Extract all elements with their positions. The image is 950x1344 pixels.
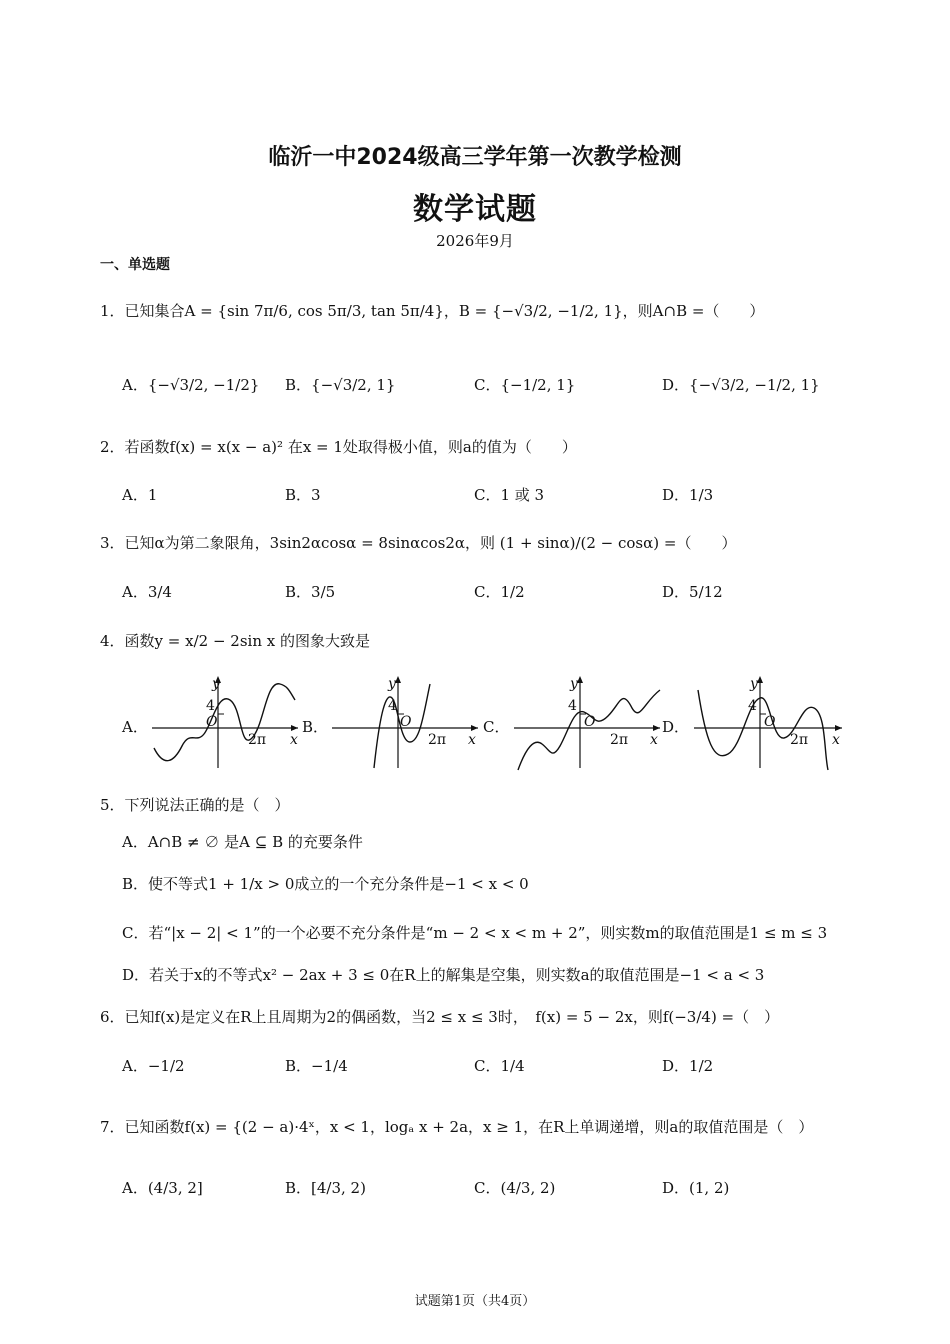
question-5-option-d: D．若关于x的不等式x² − 2ax + 3 ≤ 0在R上的解集是空集，则实数a的取值范围是−1 < a < 3: [122, 966, 765, 984]
graph-d-origin-label: O: [764, 714, 776, 730]
graph-d-x-tick: 2π: [790, 732, 809, 748]
graph-d-y-tick: 4: [748, 698, 757, 714]
graph-b: [330, 672, 480, 772]
question-6-option-d: D．1/2: [662, 1057, 714, 1075]
question-6-option-c: C．1/4: [474, 1057, 525, 1075]
question-1-option-b: B．{−√3/2, 1}: [285, 376, 396, 394]
question-6-option-b: B．−1/4: [285, 1057, 348, 1075]
question-1-option-c: C．{−1/2, 1}: [474, 376, 576, 394]
question-4-option-b: B．: [302, 718, 329, 736]
graph-a: [150, 672, 300, 772]
question-5-stem: 5．下列说法正确的是（ ）: [100, 796, 290, 814]
exam-date: 2026年9月: [436, 232, 514, 250]
graph-c-origin-label: O: [584, 714, 596, 730]
question-6-stem: 6．已知f(x)是定义在R上且周期为2的偶函数，当2 ≤ x ≤ 3时， f(x) = 5 − 2x，则f(−3/4) =（ ）: [100, 1008, 780, 1026]
graph-d-y-label: y: [750, 676, 758, 692]
question-1-option-d: D．{−√3/2, −1/2, 1}: [662, 376, 820, 394]
question-4-stem: 4．函数y = x/2 − 2sin x 的图象大致是: [100, 632, 370, 650]
graph-a-origin-label: O: [206, 714, 218, 730]
question-2-option-d: D．1/3: [662, 486, 714, 504]
graph-a-y-label: y: [212, 676, 220, 692]
page-footer: 试题第1页（共4页）: [414, 1294, 536, 1309]
graph-a-x-tick: 2π: [248, 732, 267, 748]
question-4-option-d: D．: [662, 718, 690, 736]
graph-a-y-tick: 4: [206, 698, 215, 714]
question-3-option-a: A．3/4: [122, 583, 172, 601]
question-5-option-b: B．使不等式1 + 1/x > 0成立的一个充分条件是−1 < x < 0: [122, 875, 529, 893]
graph-c: [512, 672, 662, 772]
question-2-option-b: B．3: [285, 486, 321, 504]
question-4-option-a: A．: [122, 718, 148, 736]
question-1-stem: 1．已知集合A = {sin 7π/6, cos 5π/3, tan 5π/4}，B = {−√3/2, −1/2, 1}，则A∩B =（ ）: [100, 302, 765, 320]
graph-b-y-label: y: [388, 676, 396, 692]
question-7-option-a: A．(4/3, 2]: [122, 1179, 203, 1197]
question-2-option-c: C．1 或 3: [474, 486, 545, 504]
graph-a-x-label: x: [290, 732, 298, 748]
graph-c-x-label: x: [650, 732, 658, 748]
question-5-option-a: A．A∩B ≠ ∅ 是A ⊆ B 的充要条件: [122, 833, 363, 851]
question-1-option-a: A．{−√3/2, −1/2}: [122, 376, 260, 394]
question-2-stem: 2．若函数f(x) = x(x − a)² 在x = 1处取得极小值，则a的值为（ ）: [100, 438, 577, 456]
question-2-option-a: A．1: [122, 486, 158, 504]
graph-b-origin-label: O: [400, 714, 412, 730]
question-3-option-c: C．1/2: [474, 583, 525, 601]
question-6-option-a: A．−1/2: [122, 1057, 185, 1075]
question-7-option-d: D．(1, 2): [662, 1179, 730, 1197]
question-7-option-b: B．[4/3, 2): [285, 1179, 366, 1197]
graph-b-y-tick: 4: [388, 698, 397, 714]
subject-title: 数学试题: [413, 192, 537, 227]
question-5-option-c: C．若“|x − 2| < 1”的一个必要不充分条件是“m − 2 < x < m + 2”，则实数m的取值范围是1 ≤ m ≤ 3: [122, 924, 828, 942]
section-heading: 一、单选题: [100, 257, 170, 273]
question-7-option-c: C．(4/3, 2): [474, 1179, 556, 1197]
graph-c-x-tick: 2π: [610, 732, 629, 748]
question-7-stem: 7．已知函数f(x) = {(2 − a)·4ˣ，x < 1，logₐ x + 2a，x ≥ 1，在R上单调递增，则a的取值范围是（ ）: [100, 1118, 814, 1136]
graph-d: [692, 672, 847, 772]
graph-c-y-tick: 4: [568, 698, 577, 714]
question-3-option-d: D．5/12: [662, 583, 723, 601]
graph-c-y-label: y: [570, 676, 578, 692]
graph-d-x-label: x: [832, 732, 840, 748]
graph-b-x-tick: 2π: [428, 732, 447, 748]
question-3-stem: 3．已知α为第二象限角，3sin2αcosα = 8sinαcos2α，则 (1 + sinα)/(2 − cosα) =（ ）: [100, 534, 737, 552]
question-3-option-b: B．3/5: [285, 583, 336, 601]
school-title: 临沂一中2024级高三学年第一次教学检测: [268, 145, 682, 170]
graph-b-x-label: x: [468, 732, 476, 748]
question-4-option-c: C．: [483, 718, 510, 736]
